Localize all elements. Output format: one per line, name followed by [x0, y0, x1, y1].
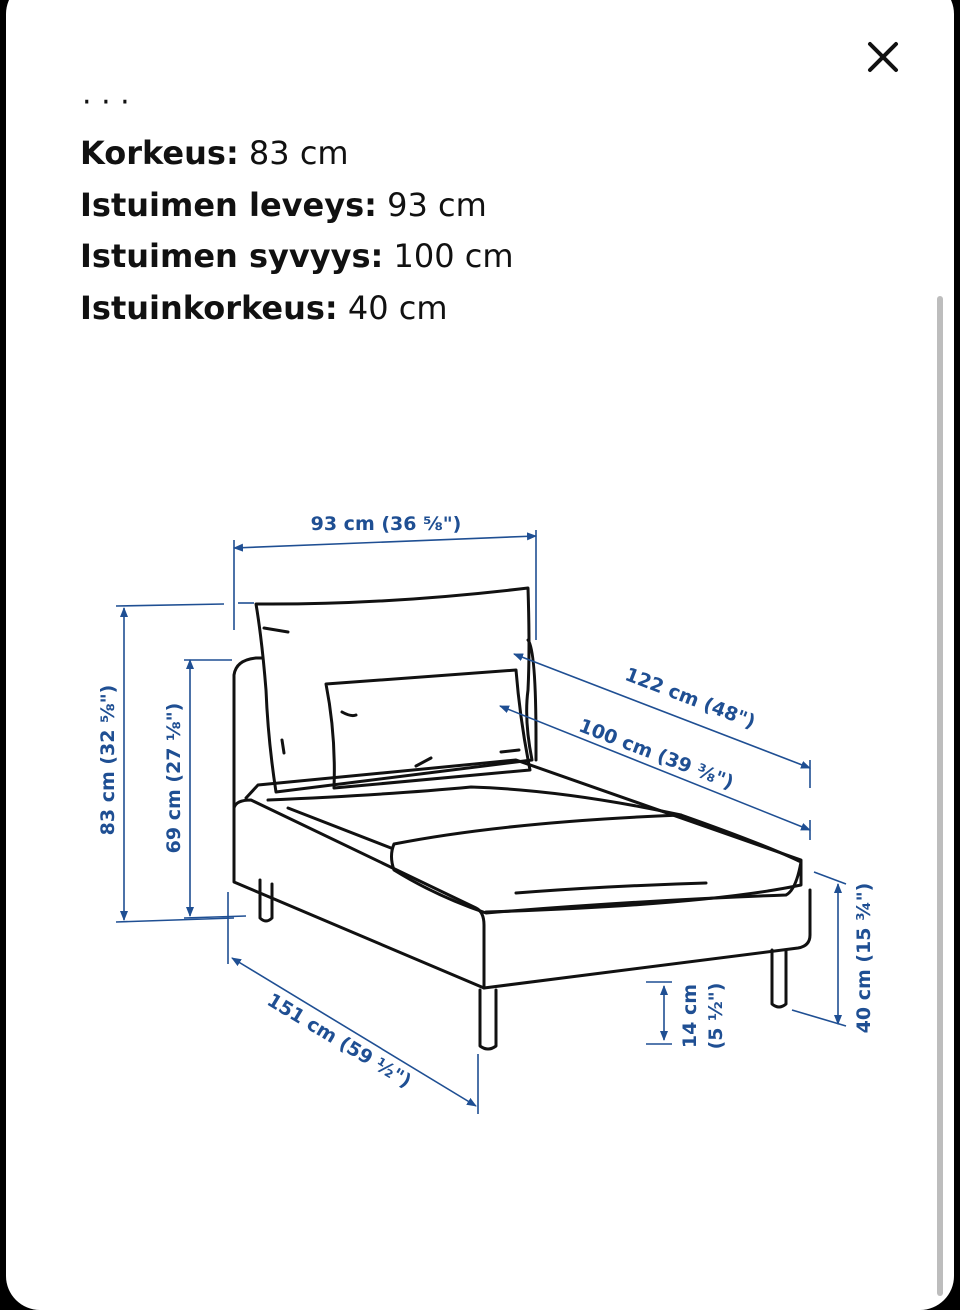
- dim-back-height-label: 83 cm (32 ⅝"): [97, 684, 119, 836]
- product-sheet: [6, 0, 954, 1310]
- dim-clearance-label: 14 cm: [679, 983, 701, 1049]
- dim-clearance-inch-label: (5 ½"): [705, 982, 727, 1050]
- spec-height: Korkeus: 83 cm: [80, 134, 349, 172]
- dim-width-label: 93 cm (36 ⅝"): [310, 513, 462, 535]
- dim-seat-height-label: 40 cm (15 ¾"): [853, 882, 875, 1034]
- dim-inner-height-label: 69 cm (27 ⅛"): [163, 702, 185, 854]
- chaise-longue-dimension-drawing: [6, 0, 954, 1264]
- dim-length-label: 151 cm (59 ½"): [263, 989, 416, 1093]
- dim-total-depth-label: 122 cm (48"): [621, 663, 759, 734]
- clipped-text: · · ·: [82, 85, 130, 120]
- spec-seat-width: Istuimen leveys: 93 cm: [80, 185, 487, 224]
- spec-seat-depth: Istuimen syvyys: 100 cm: [80, 237, 514, 275]
- scrollbar[interactable]: [937, 296, 943, 1296]
- dim-seat-depth-label: 100 cm (39 ⅜"): [575, 714, 737, 795]
- spec-seat-height: Istuinkorkeus: 40 cm: [80, 288, 448, 327]
